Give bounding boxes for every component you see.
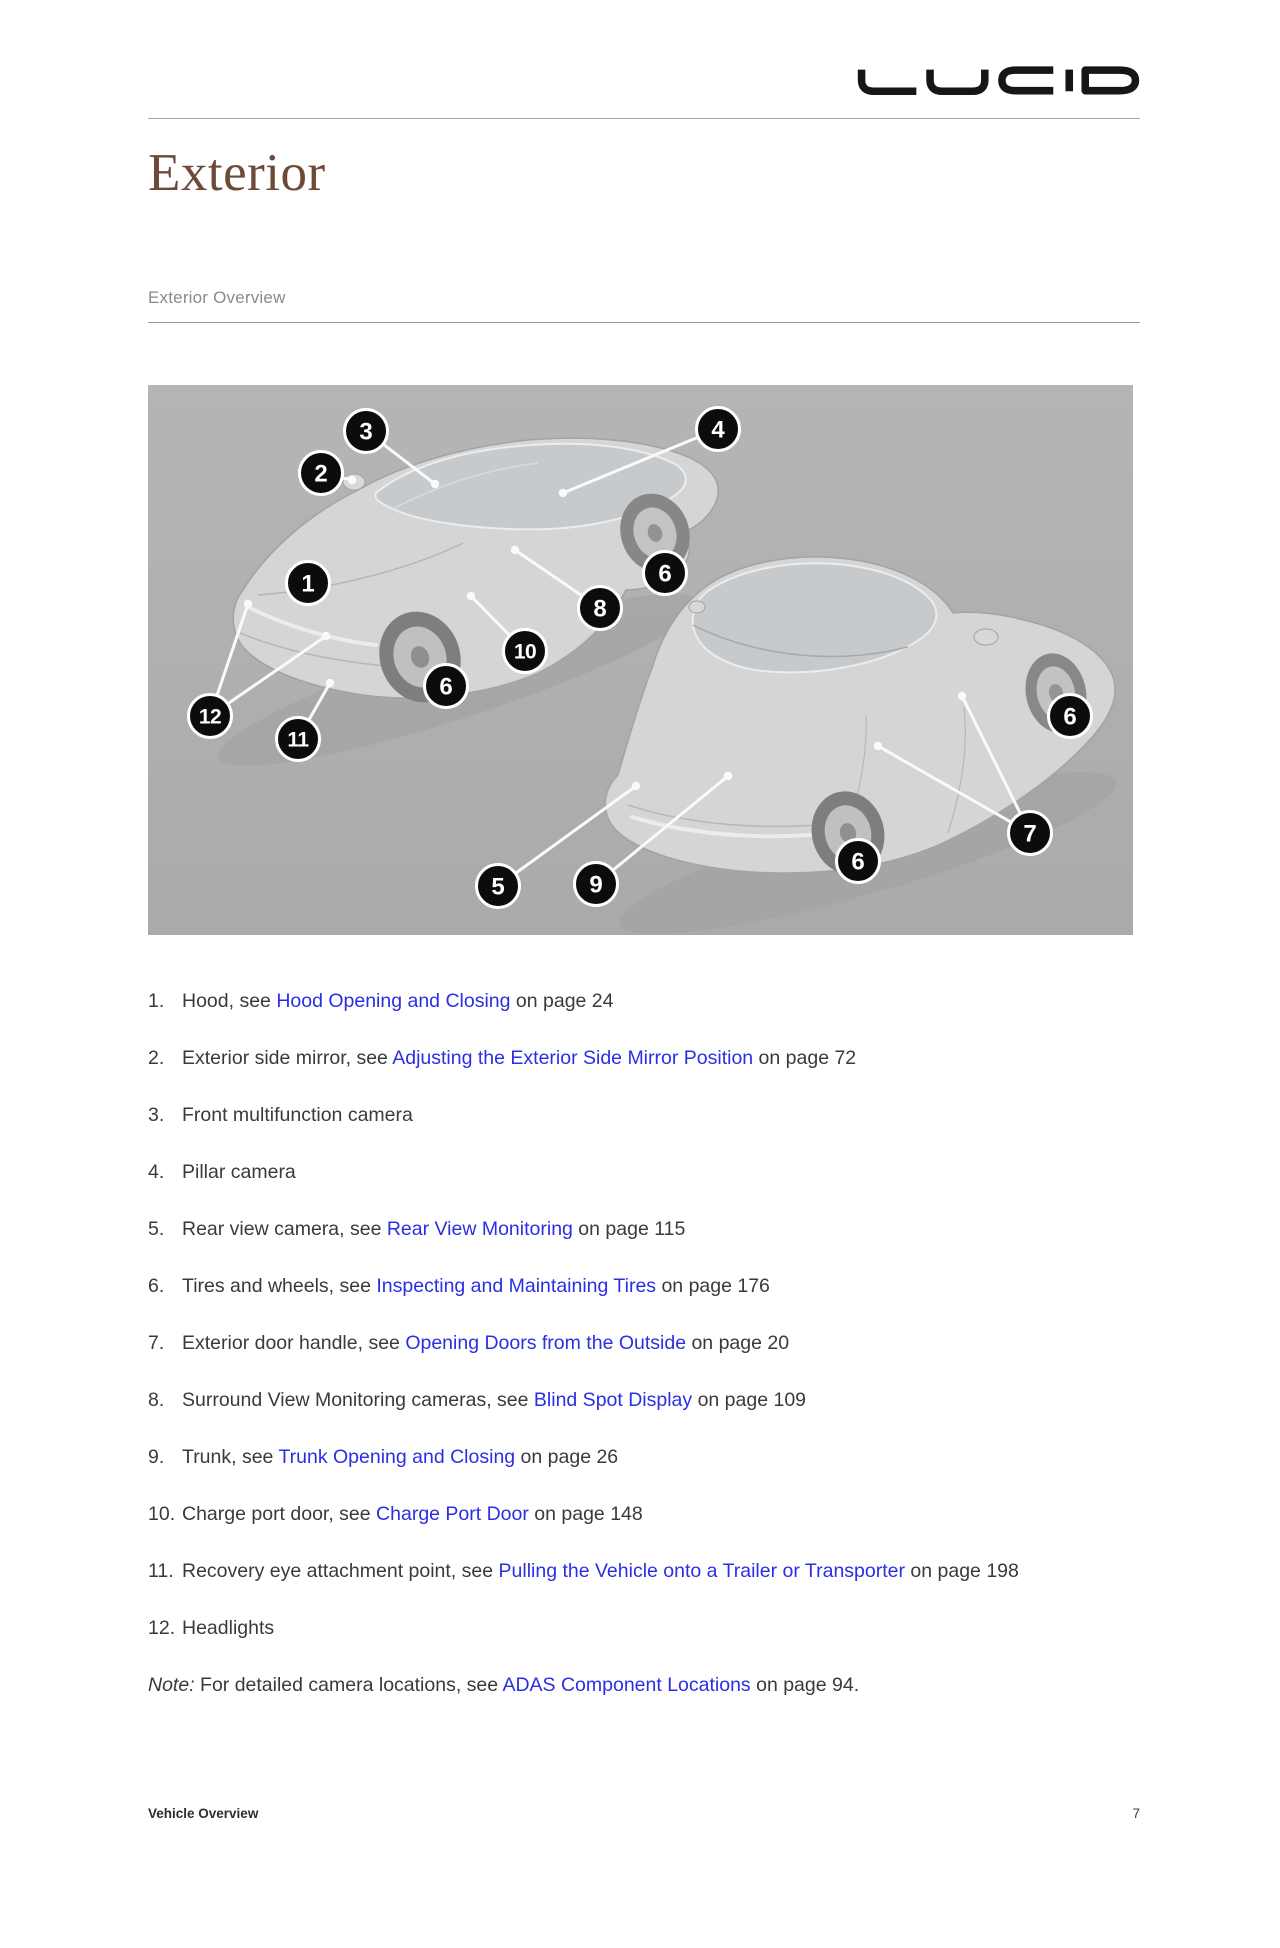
note-label: Note: [148, 1674, 195, 1696]
list-item [148, 1443, 1140, 1471]
exterior-diagram-svg [148, 385, 1133, 935]
item-text [182, 1272, 1140, 1300]
item-text-pre: Headlights [182, 1617, 275, 1639]
item-text-post: on page 26 [515, 1446, 619, 1468]
item-text [182, 1215, 1140, 1243]
svg-text:2: 2 [314, 460, 328, 488]
callout-badge-10 [504, 630, 547, 673]
item-text-pre: Front multifunction camera [182, 1104, 413, 1126]
svg-text:10: 10 [513, 640, 537, 664]
list-item [148, 1215, 1140, 1243]
section-head [148, 287, 1140, 323]
item-link[interactable]: Blind Spot Display [533, 1389, 693, 1411]
item-number: 12. [148, 1617, 176, 1639]
item-number: 10. [148, 1503, 176, 1525]
page-footer [148, 1806, 1140, 1821]
item-number: 9. [148, 1446, 165, 1468]
page-header [148, 0, 1140, 119]
callout-badge-6 [837, 840, 880, 883]
item-number: 3. [148, 1104, 165, 1126]
callout-list [148, 987, 1140, 1642]
item-text-pre: Surround View Monitoring cameras, see [182, 1389, 534, 1411]
list-item [148, 1329, 1140, 1357]
list-item [148, 1272, 1140, 1300]
leader-line-dot [467, 592, 475, 600]
exterior-diagram [148, 385, 1133, 935]
item-text [182, 1614, 1140, 1642]
callout-badge-6 [425, 665, 468, 708]
item-text-post: on page 109 [692, 1389, 807, 1411]
note-text-pre: For detailed camera locations, see [194, 1674, 503, 1696]
note [148, 1671, 1140, 1699]
item-number: 11. [148, 1560, 174, 1582]
leader-line-dot [724, 772, 732, 780]
item-text [182, 1329, 1140, 1357]
svg-text:12: 12 [198, 705, 222, 729]
callout-badge-2 [300, 452, 343, 495]
item-text [182, 1101, 1140, 1129]
svg-text:5: 5 [491, 873, 505, 901]
item-text [182, 1158, 1140, 1186]
item-text-post: on page 176 [656, 1275, 770, 1297]
item-text-post: on page 72 [753, 1047, 857, 1069]
item-number: 6. [148, 1275, 165, 1297]
item-number: 1. [148, 990, 165, 1012]
svg-text:1: 1 [301, 570, 315, 598]
list-item [148, 1386, 1140, 1414]
leader-line-dot [632, 782, 640, 790]
item-text-pre: Tires and wheels, see [182, 1275, 377, 1297]
callout-badge-9 [575, 863, 618, 906]
svg-text:3: 3 [359, 418, 373, 446]
svg-text:6: 6 [658, 560, 672, 588]
list-item [148, 1614, 1140, 1642]
item-number: 5. [148, 1218, 165, 1240]
callout-badge-8 [579, 587, 622, 630]
item-text-pre: Pillar camera [182, 1161, 296, 1183]
leader-line-dot [958, 692, 966, 700]
item-number: 4. [148, 1161, 165, 1183]
item-text-post: on page 198 [905, 1560, 1019, 1582]
footer-page-number: 7 [1132, 1806, 1140, 1821]
item-text [182, 1386, 1140, 1414]
leader-line-dot [431, 480, 439, 488]
item-text-post: on page 24 [510, 990, 614, 1012]
leader-line-dot [326, 679, 334, 687]
callout-badge-4 [697, 408, 740, 451]
item-text-pre: Rear view camera, see [182, 1218, 387, 1240]
item-text [182, 987, 1140, 1015]
item-text-post: on page 115 [572, 1218, 686, 1240]
svg-text:7: 7 [1023, 820, 1037, 848]
item-link[interactable]: Hood Opening and Closing [276, 990, 511, 1012]
callout-badge-12 [189, 695, 232, 738]
callout-badge-6 [1049, 695, 1092, 738]
item-link[interactable]: Pulling the Vehicle onto a Trailer or Transporter [498, 1560, 905, 1582]
item-text [182, 1500, 1140, 1528]
list-item [148, 987, 1140, 1015]
list-item [148, 1557, 1140, 1585]
item-number: 2. [148, 1047, 165, 1069]
note-link[interactable]: ADAS Component Locations [502, 1674, 751, 1696]
item-number: 8. [148, 1389, 165, 1411]
svg-text:9: 9 [589, 871, 603, 899]
callout-badge-5 [477, 865, 520, 908]
list-item [148, 1044, 1140, 1072]
item-text-pre: Trunk, see [182, 1446, 279, 1468]
note-text-post: on page 94. [750, 1674, 860, 1696]
item-link[interactable]: Rear View Monitoring [386, 1218, 573, 1240]
callout-badge-3 [345, 410, 388, 453]
leader-line-dot [874, 742, 882, 750]
svg-text:4: 4 [711, 416, 725, 444]
leader-line-dot [559, 489, 567, 497]
item-text-pre: Recovery eye attachment point, see [182, 1560, 499, 1582]
item-number: 7. [148, 1332, 165, 1354]
callout-badge-7 [1009, 812, 1052, 855]
leader-line-dot [322, 632, 330, 640]
item-link[interactable]: Charge Port Door [376, 1503, 529, 1525]
item-text-pre: Hood, see [182, 990, 277, 1012]
list-item [148, 1500, 1140, 1528]
svg-text:11: 11 [287, 728, 309, 752]
item-text-post: on page 20 [686, 1332, 790, 1354]
page-title: Exterior [148, 144, 326, 202]
lucid-logo [857, 66, 1140, 96]
list-item [148, 1101, 1140, 1129]
callout-badge-11 [277, 718, 320, 761]
item-link[interactable]: Inspecting and Maintaining Tires [376, 1275, 657, 1297]
svg-text:6: 6 [439, 673, 453, 701]
section-label: Exterior Overview [148, 288, 286, 307]
item-text [182, 1044, 1140, 1072]
svg-text:6: 6 [851, 848, 865, 876]
callout-badge-1 [287, 562, 330, 605]
leader-line-dot [244, 600, 252, 608]
item-link[interactable]: Adjusting the Exterior Side Mirror Position [392, 1047, 754, 1069]
item-link[interactable]: Trunk Opening and Closing [278, 1446, 516, 1468]
svg-text:6: 6 [1063, 703, 1077, 731]
leader-line-dot [348, 476, 356, 484]
svg-text:8: 8 [593, 595, 607, 623]
item-text [182, 1557, 1027, 1585]
item-text [182, 1443, 1140, 1471]
footer-section-label: Vehicle Overview [148, 1806, 259, 1821]
leader-line-dot [511, 546, 519, 554]
item-text-post: on page 148 [528, 1503, 643, 1525]
item-link[interactable]: Opening Doors from the Outside [405, 1332, 687, 1354]
item-text-pre: Exterior door handle, see [182, 1332, 406, 1354]
item-text-pre: Exterior side mirror, see [182, 1047, 393, 1069]
list-item [148, 1158, 1140, 1186]
callout-badge-6 [644, 552, 687, 595]
item-text-pre: Charge port door, see [182, 1503, 377, 1525]
